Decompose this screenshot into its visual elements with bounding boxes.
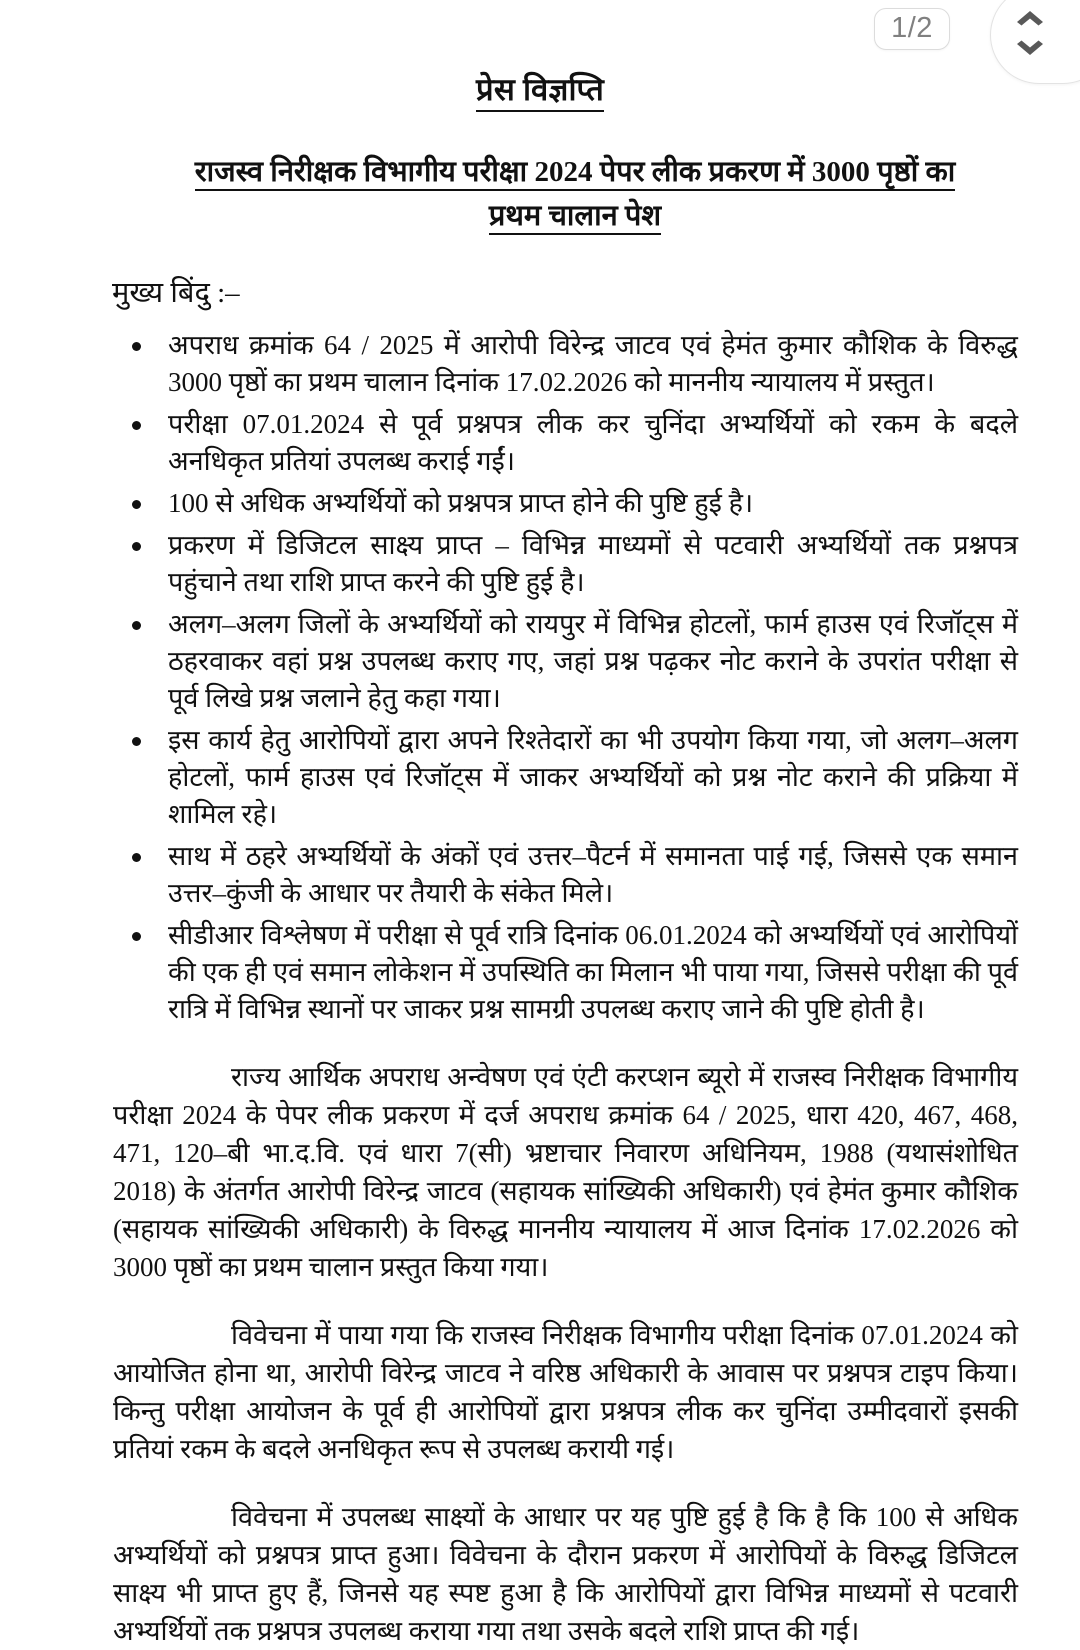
list-item: 100 से अधिक अभ्यर्थियों को प्रश्नपत्र प्राप्त होने की पुष्टि हुई है। [130, 485, 1018, 522]
page-title-text: प्रेस विज्ञप्ति [476, 72, 604, 112]
subtitle-line-1: राजस्व निरीक्षक विभागीय परीक्षा 2024 पेपर लीक प्रकरण में 3000 पृष्ठों का [195, 156, 955, 191]
list-item: साथ में ठहरे अभ्यर्थियों के अंकों एवं उत्तर–पैटर्न में समानता पाई गई, जिससे एक समान उत्तर–कुंजी के आधार पर तैयारी के संकेत मिले। [130, 838, 1018, 912]
page-indicator[interactable]: 1/2 [874, 8, 950, 50]
body-paragraph: विवेचना में पाया गया कि राजस्व निरीक्षक विभागीय परीक्षा दिनांक 07.01.2024 को आयोजित होना था, आरोपी विरेन्द्र जाटव ने वरिष्ठ अधिकारी के आवास पर प्रश्नपत्र टाइप किया। किन्तु परीक्षा आयोजन के पूर्व ही आरोपियों द्वारा प्रश्नपत्र लीक कर चुनिंदा उम्मीदवारों इसकी प्रतियां रकम के बदले अनधिकृत रूप से उपलब्ध करायी गई। [113, 1320, 1018, 1464]
list-item: इस कार्य हेतु आरोपियों द्वारा अपने रिश्तेदारों का भी उपयोग किया गया, जो अलग–अलग होटलों, फार्म हाउस एवं रिजॉट्स में जाकर अभ्यर्थियों को प्रश्न नोट कराने की प्रक्रिया में शामिल रहे। [130, 722, 1018, 833]
list-item: प्रकरण में डिजिटल साक्ष्य प्राप्त – विभिन्न माध्यमों से पटवारी अभ्यर्थियों तक प्रश्नपत्र पहुंचाने तथा राशि प्राप्त करने की पुष्टि हुई है। [130, 527, 1018, 601]
list-item: सीडीआर विश्लेषण में परीक्षा से पूर्व रात्रि दिनांक 06.01.2024 को अभ्यर्थियों एवं आरोपियों की एक ही एवं समान लोकेशन में उपस्थिति का मिलान भी पाया गया, जिससे परीक्षा की पूर्व रात्रि में विभिन्न स्थानों पर जाकर प्रश्न सामग्री उपलब्ध कराए जाने की पुष्टि होती है। [130, 917, 1018, 1028]
page-title [0, 68, 1080, 110]
body-paragraph: विवेचना में उपलब्ध साक्ष्यों के आधार पर यह पुष्टि हुई है कि है कि 100 से अधिक अभ्यर्थियों को प्रश्नपत्र प्राप्त हुआ। विवेचना के दौरान प्रकरण में आरोपियों के विरुद्ध डिजिटल साक्ष्य भी प्राप्त हुए हैं, जिनसे यह स्पष्ट हुआ है कि आरोपियों द्वारा विभिन्न माध्यमों से पटवारी अभ्यर्थियों तक प्रश्नपत्र उपलब्ध कराया गया तथा उसके बदले राशि प्राप्त की गई। [113, 1502, 1018, 1646]
chevron-down-icon[interactable] [1013, 39, 1047, 59]
document-subtitle [180, 150, 970, 238]
key-points-list [130, 327, 1018, 1028]
subtitle-line-2: प्रथम चालान पेश [489, 200, 661, 235]
body-paragraph: राज्य आर्थिक अपराध अन्वेषण एवं एंटी करप्शन ब्यूरो में राजस्व निरीक्षक विभागीय परीक्षा 2024 के पेपर लीक प्रकरण में दर्ज अपराध क्रमांक 64 / 2025, धारा 420, 467, 468, 471, 120–बी भा.द.वि. एवं धारा 7(सी) भ्रष्टाचार निवारण अधिनियम, 1988 (यथासंशोधित 2018) के अंतर्गत आरोपी विरेन्द्र जाटव (सहायक सांख्यिकी अधिकारी) एवं हेमंत कुमार कौशिक (सहायक सांख्यिकी अधिकारी) के विरुद्ध माननीय न्यायालय में आज दिनांक 17.02.2026 को 3000 पृष्ठों का प्रथम चालान प्रस्तुत किया गया। [113, 1062, 1018, 1282]
list-item: अलग–अलग जिलों के अभ्यर्थियों को रायपुर में विभिन्न होटलों, फार्म हाउस एवं रिजॉट्स में ठहरवाकर वहां प्रश्न उपलब्ध कराए गए, जहां प्रश्न पढ़कर नोट कराने के उपरांत परीक्षा से पूर्व लिखे प्रश्न जलाने हेतु कहा गया। [130, 606, 1018, 717]
list-item: परीक्षा 07.01.2024 से पूर्व प्रश्नपत्र लीक कर चुनिंदा अभ्यर्थियों को रकम के बदले अनधिकृत प्रतियां उपलब्ध कराई गईं। [130, 406, 1018, 480]
chevron-up-icon[interactable] [1013, 7, 1047, 27]
list-item: अपराध क्रमांक 64 / 2025 में आरोपी विरेन्द्र जाटव एवं हेमंत कुमार कौशिक के विरुद्ध 3000 पृष्ठों का प्रथम चालान दिनांक 17.02.2026 को माननीय न्यायालय में प्रस्तुत। [130, 327, 1018, 401]
key-points-label: मुख्य बिंदु :– [112, 277, 240, 309]
